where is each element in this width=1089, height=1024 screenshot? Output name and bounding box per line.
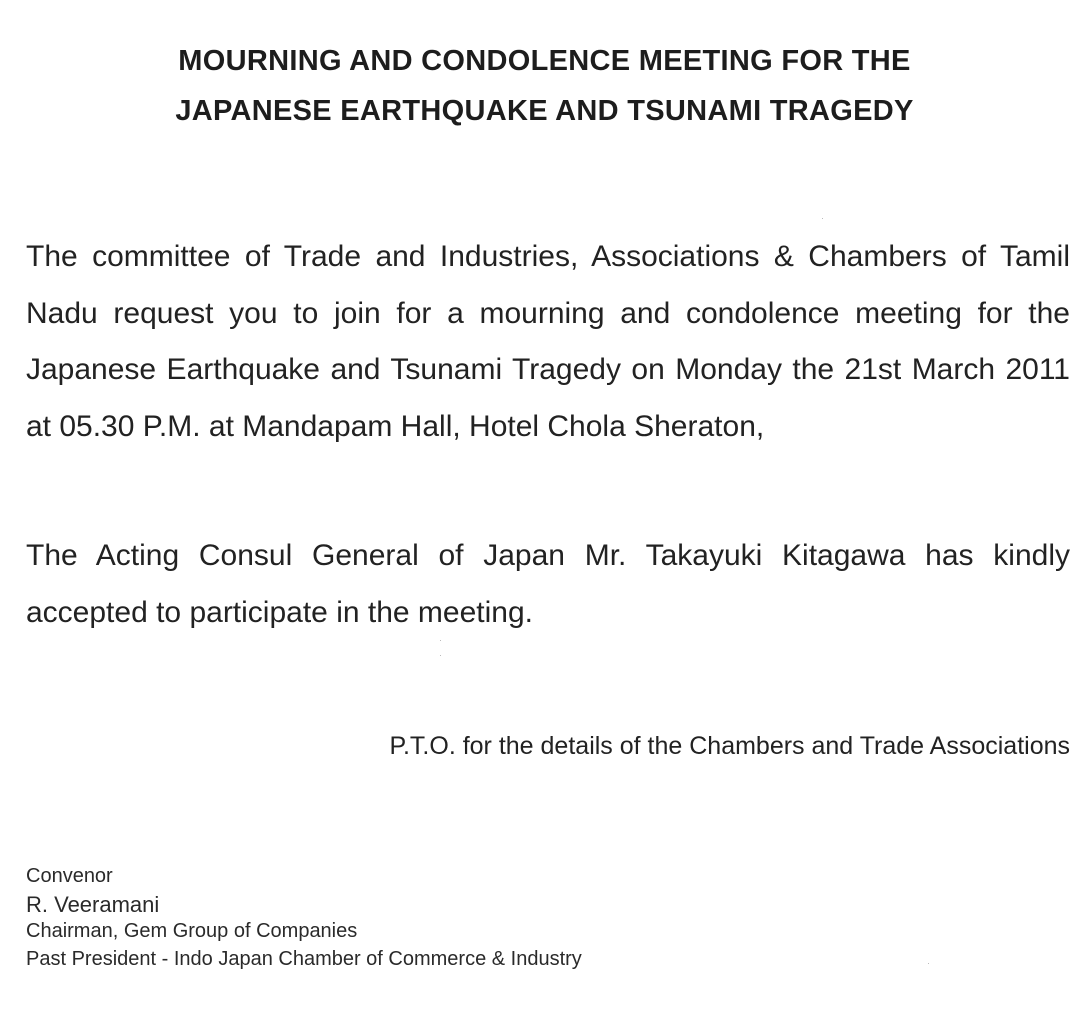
signature-position-1: Chairman, Gem Group of Companies — [26, 920, 358, 942]
signature-role: Convenor — [26, 865, 113, 887]
document-title — [40, 36, 1049, 136]
paragraph-consul: The Acting Consul General of Japan Mr. Takayuki Kitagawa has kindly accepted to participate in the meeting. — [26, 539, 1070, 629]
pto-note: P.T.O. for the details of the Chambers and Trade Associations — [389, 732, 1070, 760]
scan-speck — [440, 655, 441, 656]
scan-speck — [440, 640, 441, 641]
title-line-1: MOURNING AND CONDOLENCE MEETING FOR THE — [178, 45, 911, 77]
paragraph-invitation: The committee of Trade and Industries, Associations & Chambers of Tamil Nadu request you to join for a mourning and condolence meeting for the Japanese Earthquake and Tsunami Tragedy on Monday the 21st March 2011 at 05.30 P.M. at Mandapam Hall, Hotel Chola Sheraton, — [26, 240, 1070, 443]
signature-name: R. Veeramani — [26, 891, 160, 917]
scan-speck — [822, 218, 823, 219]
signature-position-2: Past President - Indo Japan Chamber of Commerce & Industry — [26, 947, 582, 970]
scan-speck — [928, 963, 929, 964]
title-line-2: JAPANESE EARTHQUAKE AND TSUNAMI TRAGEDY — [175, 95, 914, 127]
signature-block — [26, 863, 582, 973]
